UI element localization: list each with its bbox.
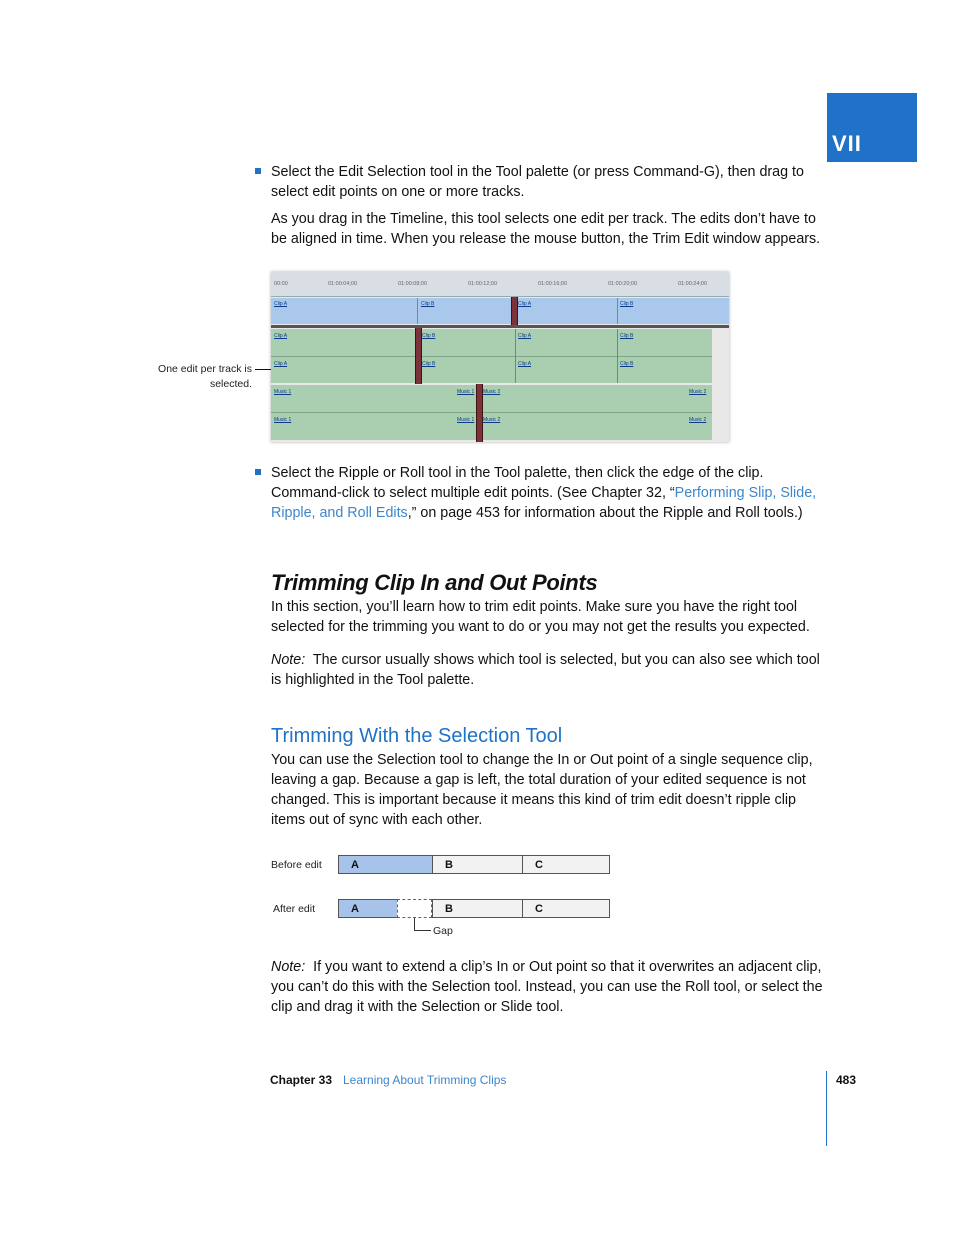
before-clip-c: C [522,855,610,874]
timecode: 01:00:24;00 [678,281,708,287]
timecode: 01:00:12;00 [468,281,498,287]
clip-label: Clip B [620,301,634,307]
note-cursor: Note: The cursor usually shows which tool is selected, but you can also see which tool is highlighted in the Tool palette. [271,652,820,688]
section-tab: VII [827,93,917,162]
note-extend-clip: Note: If you want to extend a clip’s In or Out point so that it overwrites an adjacent clip, you can’t do this with the Selection tool. Instead, you can use the Roll tool, or select the clip and drag it with the Selection or Slide tool. [271,959,823,1015]
clip-label: Clip A [274,361,288,367]
track-divider [271,412,712,413]
clip-label: Clip B [620,361,634,367]
after-clip-c: C [522,899,610,918]
clip-label: Music 1 [274,417,292,423]
timeline-ruler [271,272,729,297]
clip-divider [617,329,618,383]
timecode: 01:00:04;00 [328,281,358,287]
before-clip-a: A [338,855,433,874]
footer-chapter-title[interactable]: Learning About Trimming Clips [343,1073,507,1087]
clip-label: Music 2 [483,417,501,423]
link-ripple-roll-edits[interactable]: Ripple, and Roll Edits [271,505,408,521]
clip-label: Music 1 [274,389,292,395]
bullet-marker [255,469,261,475]
bullet-marker [255,168,261,174]
footer-chapter: Chapter 33 [270,1073,333,1087]
heading-trimming-clip: Trimming Clip In and Out Points [271,570,598,595]
timecode: 00:00 [274,281,288,287]
paragraph-drag-timeline: As you drag in the Timeline, this tool selects one edit per track. The edits don’t have to be aligned in time. When you release the mouse button, the Trim Edit window appears. [271,211,821,247]
gap-label: Gap [433,925,453,937]
after-clip-b: B [432,899,523,918]
clip-label: Clip A [274,333,288,339]
clip-label: Music 2 [689,417,707,423]
clip-label: Clip B [422,361,436,367]
paragraph-selection-tool: You can use the Selection tool to change the In or Out point of a single sequence clip, leaving a gap. Because a gap is left, the total duration of your edited sequence is not changed. This is important because it means this kind of trim edit doesn’t ripple clip items out of sync with each other. [271,752,813,828]
gap-leader-line [414,918,431,931]
page-number: 483 [836,1073,857,1087]
timeline-screenshot [271,272,729,442]
bullet-edit-selection: Select the Edit Selection tool in the Tool palette (or press Command-G), then drag to select edit points on one or more tracks. [271,164,804,200]
clip-divider [515,329,516,383]
clip-label: Music 1 [457,389,475,395]
clip-label: Clip A [518,361,532,367]
clip-label: Clip B [421,301,435,307]
selected-edit-point [511,297,518,325]
bullet-ripple-roll: Select the Ripple or Roll tool in the Tool palette, then click the edge of the clip. Command-click to select multiple edit points. (See Chapter 32, “Performing Slip, Slide, Ripple, and Roll Edits,” on page 453 for information about the Ripple and Roll tools.) [271,465,817,521]
after-edit-label: After edit [273,903,316,915]
before-edit-label: Before edit [271,859,322,871]
clip-label: Clip A [518,301,532,307]
figure-callout: One edit per track is selected. [158,363,252,390]
timecode: 01:00:08;00 [398,281,428,287]
clip-label: Clip A [518,333,532,339]
clip-label: Music 2 [483,389,501,395]
video-track [271,298,729,324]
clip-label: Clip B [422,333,436,339]
link-performing-slip[interactable]: Performing Slip, Slide, [674,485,817,501]
clip-divider [417,298,418,324]
clip-divider [617,298,618,324]
footer-rule [826,1071,827,1146]
timecode: 01:00:20;00 [608,281,638,287]
clip-label: Clip B [620,333,634,339]
paragraph-trim-intro: In this section, you’ll learn how to trim edit points. Make sure you have the right tool selected for the trimming you want to do or you may not get the results you expected. [271,599,810,635]
clip-label: Music 2 [689,389,707,395]
after-clip-a: A [338,899,398,918]
track-separator [271,325,729,328]
selected-edit-point [476,384,483,442]
clip-label: Music 1 [457,417,475,423]
gap-region [397,899,432,918]
clip-label: Clip A [274,301,288,307]
selected-edit-point [415,328,422,384]
before-clip-b: B [432,855,523,874]
timecode: 01:00:16;00 [538,281,568,287]
track-divider [271,356,712,357]
heading-selection-tool: Trimming With the Selection Tool [271,725,563,747]
